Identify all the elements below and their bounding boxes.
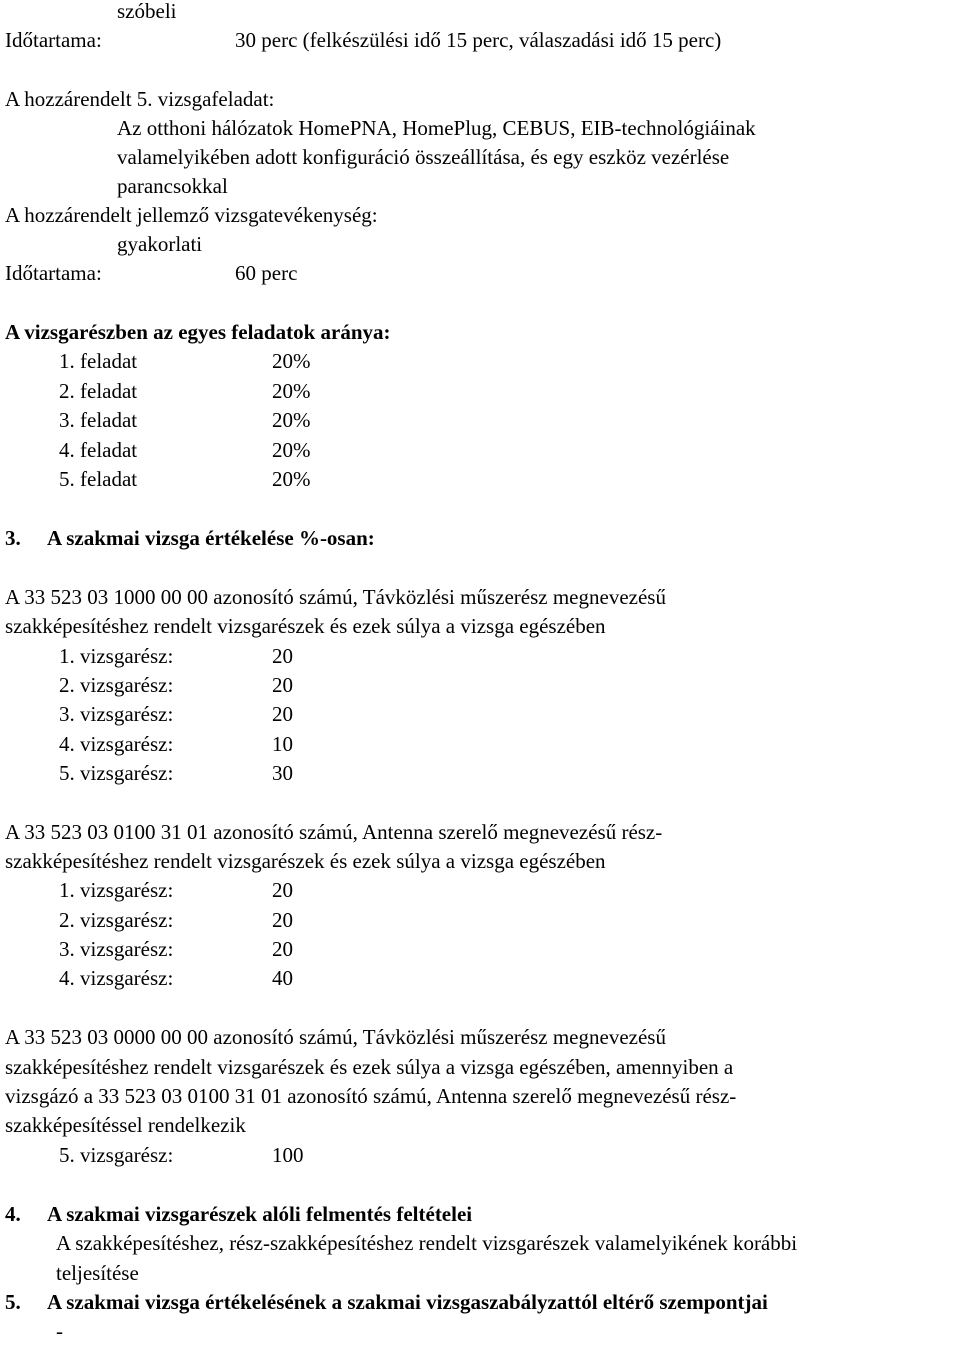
duration-label: Időtartama: [5, 28, 102, 52]
ratio-label: 2. feladat [59, 379, 138, 403]
groupB-line: szakképesítéshez rendelt vizsgarészek és ezek súlya a vizsga egészében [5, 849, 606, 873]
groupC-row-label: 5. vizsgarész: [59, 1143, 174, 1167]
section4-body-line: A szakképesítéshez, rész-szakképesítéshez rendelt vizsgarészek valamelyikének korábbi [56, 1231, 798, 1255]
ratio-value: 20% [272, 438, 311, 462]
groupB-row-value: 20 [272, 937, 293, 961]
groupB-row-label: 2. vizsgarész: [59, 908, 174, 932]
groupA-row-value: 20 [272, 702, 293, 726]
ratios-heading: A vizsgarészben az egyes feladatok aránya: [5, 320, 391, 344]
task5-desc-line: valamelyikében adott konfiguráció összeállítása, és egy eszköz vezérlése [117, 145, 730, 169]
groupA-row-value: 20 [272, 673, 293, 697]
task5-heading: A hozzárendelt 5. vizsgafeladat: [5, 87, 275, 111]
groupA-row-label: 5. vizsgarész: [59, 761, 174, 785]
duration-value: 30 perc (felkészülési idő 15 perc, válaszadási idő 15 perc) [235, 28, 722, 52]
groupA-row-label: 2. vizsgarész: [59, 673, 174, 697]
section4-number: 4. [5, 1202, 21, 1226]
activity-value: gyakorlati [117, 232, 203, 256]
groupC-row-value: 100 [272, 1143, 304, 1167]
section4-title: A szakmai vizsgarészek alóli felmentés feltételei [47, 1202, 473, 1226]
activity-label: A hozzárendelt jellemző vizsgatevékenység: [5, 203, 378, 227]
section3-title: A szakmai vizsga értékelése %-osan: [47, 526, 375, 550]
groupA-row-label: 1. vizsgarész: [59, 644, 174, 668]
task5-desc-line: Az otthoni hálózatok HomePNA, HomePlug, CEBUS, EIB-technológiáinak [117, 116, 756, 140]
ratio-label: 1. feladat [59, 349, 138, 373]
groupC-line: A 33 523 03 0000 00 00 azonosító számú, Távközlési műszerész megnevezésű [5, 1025, 666, 1049]
groupA-row-label: 3. vizsgarész: [59, 702, 174, 726]
ratio-label: 5. feladat [59, 467, 138, 491]
section4-body-line: teljesítése [56, 1261, 139, 1285]
exam-type-value: szóbeli [117, 0, 177, 23]
groupB-row-value: 40 [272, 966, 293, 990]
task5-desc-line: parancsokkal [117, 174, 228, 198]
task5-duration-value: 60 perc [235, 261, 298, 285]
groupB-row-label: 4. vizsgarész: [59, 966, 174, 990]
ratio-label: 3. feladat [59, 408, 138, 432]
section5-number: 5. [5, 1290, 21, 1314]
groupB-row-label: 3. vizsgarész: [59, 937, 174, 961]
groupC-line: szakképesítéshez rendelt vizsgarészek és ezek súlya a vizsga egészében, amennyiben a [5, 1055, 734, 1079]
groupB-row-value: 20 [272, 908, 293, 932]
ratio-value: 20% [272, 379, 311, 403]
ratio-label: 4. feladat [59, 438, 138, 462]
groupB-line: A 33 523 03 0100 31 01 azonosító számú, Antenna szerelő megnevezésű rész- [5, 820, 663, 844]
groupA-line: szakképesítéshez rendelt vizsgarészek és ezek súlya a vizsga egészében [5, 614, 606, 638]
groupC-line: vizsgázó a 33 523 03 0100 31 01 azonosító számú, Antenna szerelő megnevezésű rész- [5, 1084, 737, 1108]
groupA-row-label: 4. vizsgarész: [59, 732, 174, 756]
task5-duration-label: Időtartama: [5, 261, 102, 285]
groupA-row-value: 30 [272, 761, 293, 785]
groupA-row-value: 20 [272, 644, 293, 668]
section5-title: A szakmai vizsga értékelésének a szakmai vizsgaszabályzattól eltérő szempontjai [47, 1290, 768, 1314]
groupA-line: A 33 523 03 1000 00 00 azonosító számú, Távközlési műszerész megnevezésű [5, 585, 666, 609]
ratio-value: 20% [272, 408, 311, 432]
section3-number: 3. [5, 526, 21, 550]
ratio-value: 20% [272, 349, 311, 373]
section5-body: - [56, 1319, 63, 1343]
groupA-row-value: 10 [272, 732, 293, 756]
groupB-row-label: 1. vizsgarész: [59, 878, 174, 902]
ratio-value: 20% [272, 467, 311, 491]
groupC-line: szakképesítéssel rendelkezik [5, 1113, 246, 1137]
groupB-row-value: 20 [272, 878, 293, 902]
